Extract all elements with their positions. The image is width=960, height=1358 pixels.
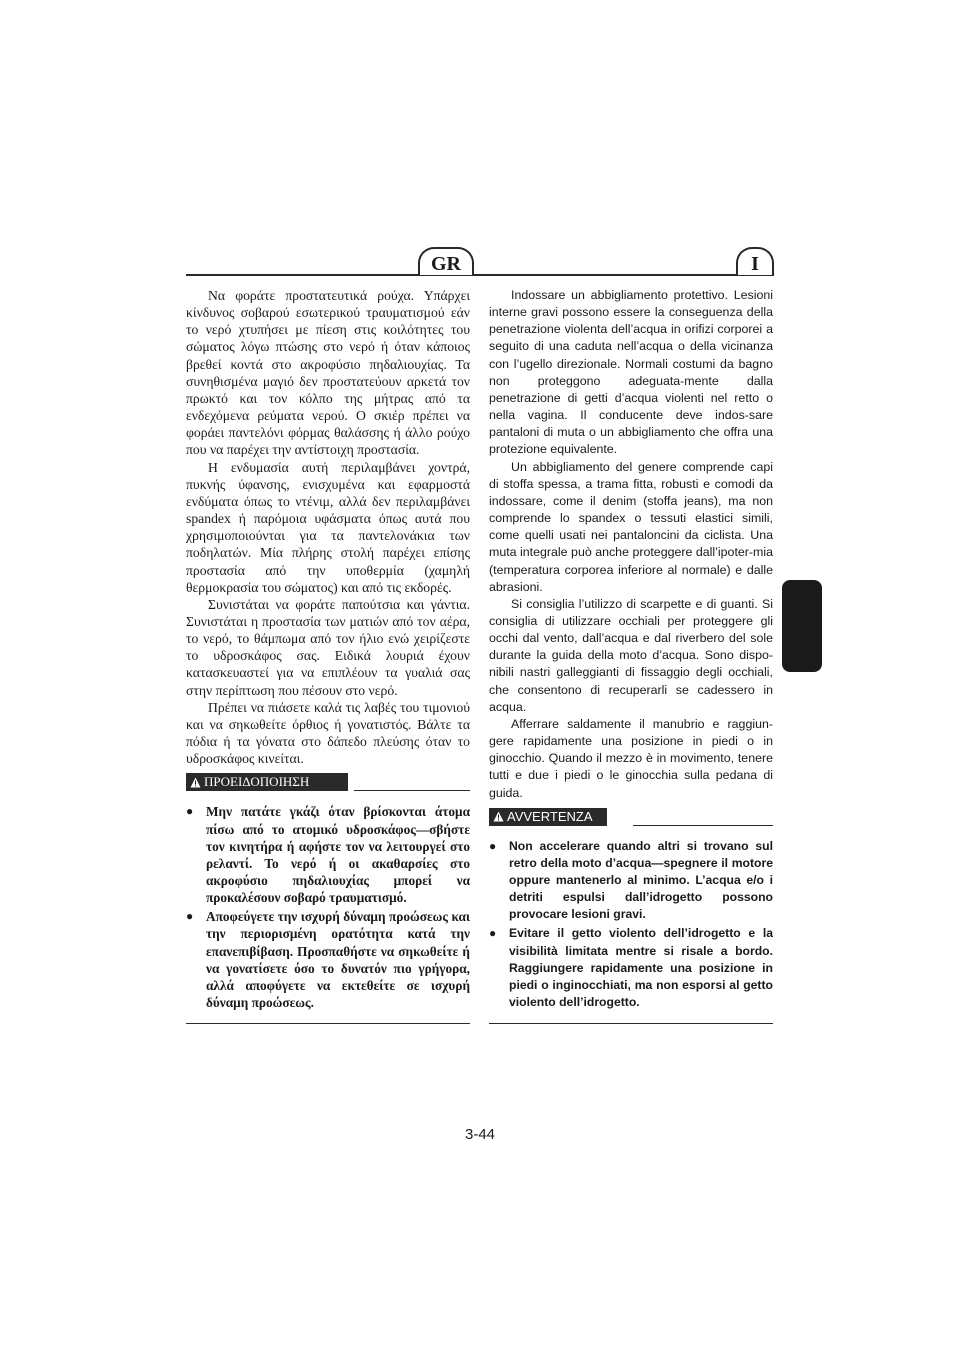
greek-column: [186, 287, 470, 1024]
bullet-icon: ●: [186, 804, 194, 819]
warning-rule: [354, 790, 470, 791]
italian-paragraph: Afferrare saldamente il manubrio e raggiun-gere rapidamente una posizione in piedi o in ginocchio. Quando il mezzo è in movimento, tenere tutti e due i piedi o le ginocchia sulla pedana di guida.: [489, 716, 773, 800]
warning-label: AVVERTENZA: [507, 808, 593, 824]
bullet-icon: ●: [489, 926, 497, 941]
warning-badge: [186, 773, 348, 791]
italian-column: [489, 287, 773, 1024]
italian-paragraph: Si consiglia l’utilizzo di scarpette e di guanti. Si consiglia di utilizzare occhiali per proteggere gli occhi dal vento, dall’acqua e dal riverbero del sole durante la guida della moto d’acqua. Sono dispo-nibili nastri galleggianti di fissaggio degli occhiali, che consentono di recuperarli se cadessero in acqua.: [489, 596, 773, 714]
warning-item: [186, 908, 470, 1011]
section-thumb-tab: [782, 580, 822, 672]
header-rule: [186, 274, 774, 276]
warning-header: [489, 808, 773, 828]
greek-paragraph: Συνιστάται να φοράτε παπούτσια και γάντια. Συνιστάται η προστασία των ματιών από τον αέρα, το νερό, το θάμπωμα από τον ήλιο ενώ χειρίζεστε το υδροσκάφος σας. Ειδικά λουριά έχουν κατασκευαστεί για να επιπλέουν τα γυαλιά σας στην περίπτωση που πέσουν στο νερό.: [186, 596, 470, 698]
warning-item-text: Non accelerare quando altri si trovano sul retro della moto d’acqua—spegnere il motore oppure mantenerlo al minimo. L’acqua e/o i detriti espulsi dall’idrogetto possono provocare lesioni gravi.: [509, 838, 773, 922]
bullet-icon: ●: [489, 838, 497, 853]
page-number: 3-44: [464, 1126, 496, 1143]
warning-end-rule: [186, 1023, 470, 1024]
language-tab-greek: GR: [418, 247, 474, 275]
bullet-icon: ●: [186, 909, 194, 924]
warning-item-text: Evitare il getto violento dell’idrogetto e la visibilità limitata mentre si risale a bordo. Raggiungere rapidamente una posizione in piedi o inginocchiati, ma non esporsi al getto violento dell’idrogetto.: [509, 926, 773, 1010]
greek-paragraph: Η ενδυμασία αυτή περιλαμβάνει χοντρά, πυκνής ύφανσης, ενισχυμένα και εφαρμοστά ενδύματα όπως το ντένιμ, αλλά δεν περιλαμβάνει spandex ή παρόμοια υφάσματα όπως αυτά που χρησιμοποιούνται για τα παντελονάκια των ποδηλατών. Μία πλήρης στολή παρέχει επίσης προστασία από την υποθερμία (χαμηλή θερμοκρασία του σώματος) και από τις εκδορές.: [186, 459, 470, 595]
warning-item: [489, 838, 773, 924]
warning-label: ΠΡΟΕΙΔΟΠΟΙΗΣΗ: [204, 774, 310, 790]
warning-triangle-icon: [493, 811, 504, 822]
warning-triangle-icon: [190, 777, 201, 788]
greek-paragraph: Πρέπει να πιάσετε καλά τις λαβές του τιμονιού και να σηκωθείτε όρθιος ή γονατιστός. Βάλτε τα πόδια ή τα γόνατα στο δάπεδο πλεύσης όταν το υδροσκάφος κινείται.: [186, 699, 470, 767]
warning-item-text: Αποφεύγετε την ισχυρή δύναμη προώσεως και την περιορισμένη ορατότητα κατά την επανεπιβίβαση. Προσπαθήστε να σηκωθείτε ή να γονατίσετε όσο το δυνατόν πιο γρήγορα, αλλά αποφύγετε να εκτεθείτε σε ισχυρή δύναμη προώσεως.: [206, 909, 470, 1011]
warning-item: [489, 925, 773, 1011]
warning-badge: [489, 808, 607, 826]
warning-header: [186, 773, 470, 793]
warning-item: [186, 803, 470, 906]
greek-paragraph: Να φοράτε προστατευτικά ρούχα. Υπάρχει κίνδυνος σοβαρού εσωτερικού τραυματισμού εάν το νερό χτυπήσει με πίεση στις κοιλότητες του σώματος λόγω πτώσης στο νερό ή όταν κάποιος βρεθεί κοντά στο ακροφύσιο πηδαλιουχίας. Τα συνηθισμένα μαγιό δεν προστατεύουν αρκετά τον πρωκτό και τον κόλπο της μήτρας από τα ενδεχόμενα ρεύματα νερού. Ο σκιέρ πρέπει να φοράει παντελόνι φόρμας θαλάσσης ή άλλο ρούχο που να παρέχει την αντίστοιχη προστασία.: [186, 288, 470, 458]
warning-rule: [633, 825, 773, 826]
warning-end-rule: [489, 1023, 773, 1024]
language-tab-italian: I: [736, 247, 774, 275]
italian-paragraph: Indossare un abbigliamento protettivo. Lesioni interne gravi possono essere la conseguenza della penetrazione violenta dell’acqua in orifizi corporei a seguito di una caduta nell’acqua o della vicinanza con l’ugello direzionale. Normali costumi da bagno non proteggono adeguata-mente dalla penetrazione di getti d’acqua violenti nel retto o nella vagina. Il conducente deve indos-sare pantaloni di muta o un abbigliamento che offra una protezione equivalente.: [489, 288, 773, 457]
italian-paragraph: Un abbigliamento del genere comprende capi di stoffa spessa, a trama fitta, robusti e comodi da indossare, come il denim (stoffa jeans), ma non comprende lo spandex o tessuti elastici simili, come quelli usati nei pantaloncini da ciclista. Una muta integrale può anche proteggere dall’ipoter-mia (temperatura corporea inferiore al normale) e dalle abrasioni.: [489, 459, 773, 594]
warning-item-text: Μην πατάτε γκάζι όταν βρίσκονται άτομα πίσω από το ατομικό υδροσκάφος—σβήστε τον κινητήρα ή αφήστε τον να λειτουργεί στο ρελαντί. Το νερό ή οι ακαθαρσίες στο ακροφύσιο πηδαλιουχίας μπορεί να προκαλέσουν σοβαρό τραυματισμό.: [206, 804, 470, 906]
